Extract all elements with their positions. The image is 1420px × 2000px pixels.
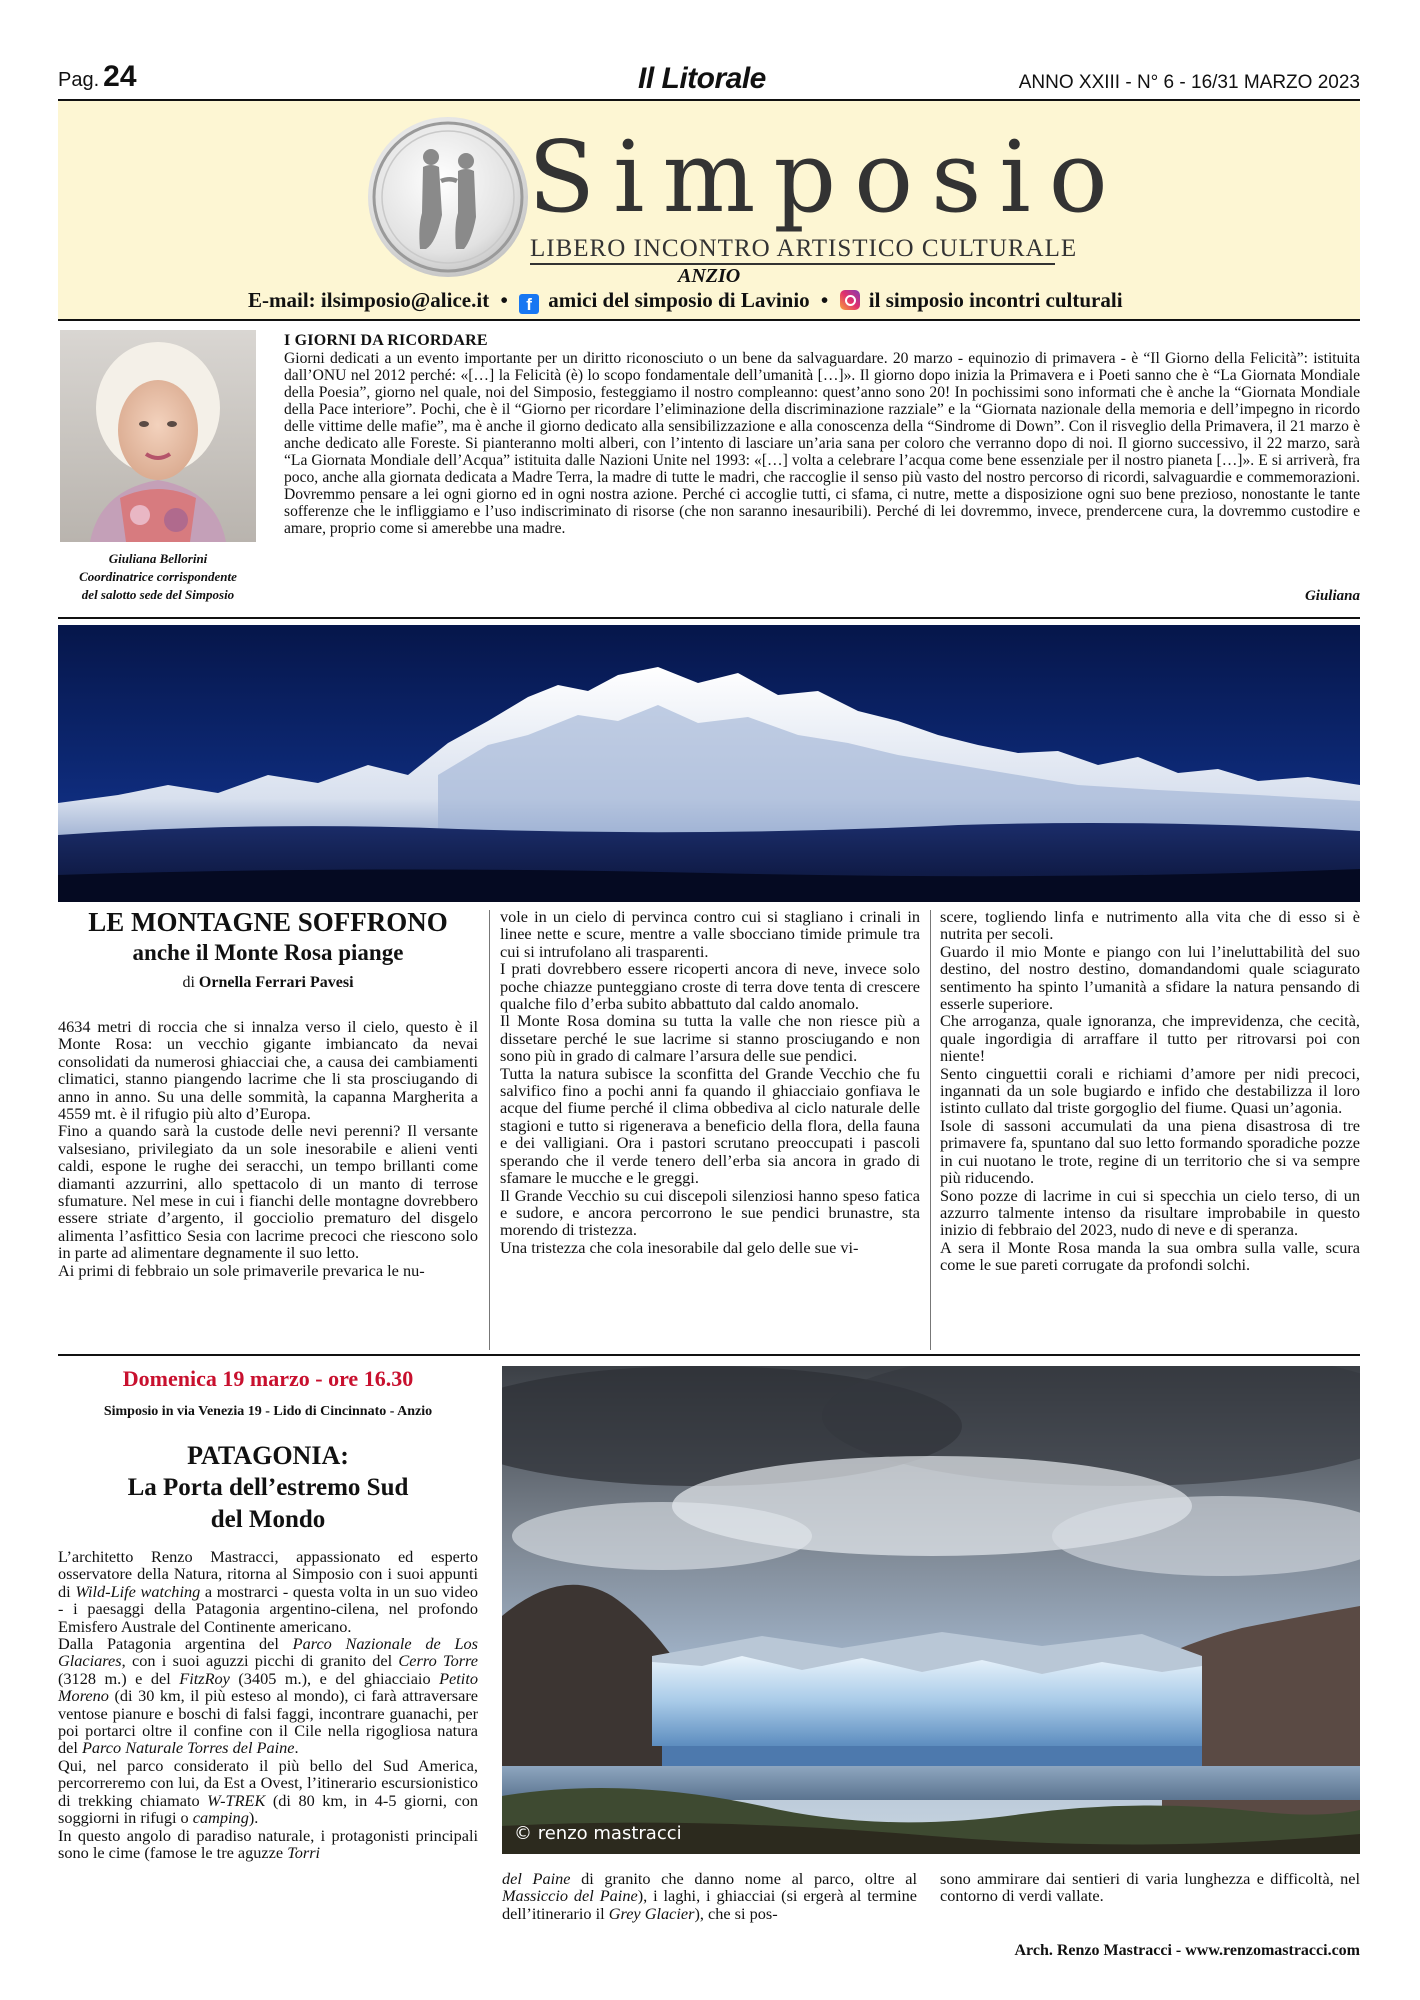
page-header bbox=[58, 60, 1360, 100]
event-paragraph-2 bbox=[58, 1635, 478, 1757]
section-divider bbox=[58, 617, 1360, 619]
location-label: ANZIO bbox=[678, 265, 741, 287]
event-subtitle: La Porta dell’estremo Sud del Mondo bbox=[127, 1474, 409, 1533]
event-paragraph-4: In questo angolo di paradiso naturale, i protagonisti principali sono le cime (famose le tre aguzze Torri bbox=[58, 1825, 478, 1862]
instagram-icon bbox=[840, 290, 860, 310]
event-author: Arch. Renzo Mastracci - www.renzomastracci.com bbox=[1014, 1942, 1360, 1959]
portrait-photo bbox=[60, 330, 256, 542]
giorni-signature: Giuliana bbox=[1304, 588, 1360, 604]
text-run: Qui, nel parco considerato il più bello del Sud America, percorreremo con lui, da Est a Ovest, l’itinerario escursionistico di trekking chiamato bbox=[58, 1755, 478, 1810]
giorni-text: Giorni dedicati a un evento importante per un diritto riconosciuto o un bene da salvaguardare. 20 marzo - equinozio di primavera - è “Il Giorno della Felicità”: istituita dall’ONU nel 2012 perché: «[…] la Felicità (è) lo scopo fondamentale dell’umanità […]». Il giorno dopo inizia la Primavera e i Poeti sanno che è “La Giornata Mondiale della Poesia”, giorno nel quale, noi del Simposio, festeggiamo il nostro compleanno: quest’anno sono 20! In pochissimi sono informati che è anche la “Giornata Mondiale della Pace interiore”. Pochi, che è il “Giorno per ricordare l’eliminazione della discriminazione razziale” e la “Giornata nazionale della memoria e dell’impegno in ricordo delle vittime delle mafie”, ma è anche il giorno dedicato alla sensibilizzazione e alla conoscenza della “Sindrome di Down”. Con il risveglio della Primavera, il 21 marzo è anche dedicato alle Foreste. Si pianteranno molti alberi, con l’intento di lasciare un’aria sana per coloro che verranno dopo di noi. Il giorno successivo, il 22 marzo, sarà “La Giornata Mondiale dell’Acqua” istituita dalle Nazioni Unite nel 1993: «[…] volta a celebrare l’acqua come bene essenziale per il nostro pianeta […]». E si arriverà, fra poco, anche alla giornata dedicata a Madre Terra, la madre di tutte le madri, che raccoglie il senso più vasto del nostro percorso di ricordi, salvaguardie e commemorazioni. Dovremmo pensare a lei ogni giorno ed in ogni nostra azione. Perché ci accoglie tutti, ci sfama, ci nutre, mette a disposizione ogni suo bene prezioso, nonostante le tante sofferenze che le infliggiamo e l’uso indiscriminato di risorse (che non saranno inesauribili). Perché di lei dovremmo, invece, prendercene cura, la dovremmo custodire e amare, proprio come si amerebbe una madre. bbox=[284, 350, 1360, 537]
instagram-page[interactable]: il simposio incontri culturali bbox=[868, 288, 1123, 312]
text-run: , con i suoi aguzzi picchi di granito del bbox=[121, 1651, 399, 1671]
facebook-icon: f bbox=[519, 294, 539, 314]
issue-info: ANNO XXIII - N° 6 - 16/31 MARZO 2023 bbox=[1018, 72, 1360, 93]
text-run: di granito che danno nome al parco, oltre al bbox=[570, 1869, 918, 1888]
text-run: (di 30 km, il più esteso al mondo), ci farà attraversare ventose pianure e boschi di falsi faggi, incontrare guanachi, per poi portarci oltre il confine con il Cile nella rigogliosa natura del bbox=[58, 1686, 478, 1758]
event-column-1 bbox=[58, 1548, 478, 1861]
event-column-2 bbox=[502, 1870, 917, 1922]
article-subtitle: anche il Monte Rosa piange bbox=[132, 940, 404, 965]
giorni-article bbox=[284, 332, 1360, 537]
text-run: . bbox=[294, 1738, 299, 1758]
article-column-3: scere, togliendo linfa e nutrimento alla vita che di esso si è nutrita per secoli. Guardo il mio Monte e piango con lui l’ineluttabilità del suo destino, del nostro destino, domandandomi quale sciagurato sentimento ha spinto l’umanità a sfidare la natura pensando di esserle superiore. Che arroganza, quale ignoranza, che imprevidenza, che cecità, quale ingordigia di arraffare il tutto per ritrovarsi poi con niente! Sento cinguettii corali e richiami d’amore per nidi precoci, ingannati da un sole bugiardo e infido che destabilizza il loro istinto cullato dal triste gorgoglio del fiume. Quasi un’agonia. Isole di sassoni accumulati da una piena disastrosa di tre primavere fa, spuntano dal suo letto formando sporadiche pozze in cui nuotano le trote, regine di un territorio che si va sempre più riducendo. Sono pozze di lacrime in cui si specchia un cielo terso, di un azzurro talmente intenso da risultare improbabile in questo inizio di febbraio del 2023, nudo di neve e di speranza. A sera il Monte Rosa manda la sua ombra sulla valle, scura come le sue pareti corrugate da profondi solchi. bbox=[940, 907, 1360, 1275]
italic-term: Grey Glacier bbox=[608, 1903, 695, 1923]
simposio-banner bbox=[58, 101, 1360, 321]
newspaper-name: Il Litorale bbox=[638, 62, 766, 95]
bullet-separator: • bbox=[500, 288, 508, 312]
event-venue: Simposio in via Venezia 19 - Lido di Cincinnato - Anzio bbox=[103, 1404, 433, 1419]
text-run: (3128 m.) e del bbox=[58, 1668, 180, 1688]
event-title: PATAGONIA: bbox=[187, 1441, 349, 1470]
event-paragraph-6: sono ammirare dai sentieri di varia lunghezza e difficoltà, nel contorno di verdi vallate. bbox=[940, 1869, 1360, 1906]
portrait-caption: Giuliana Bellorini Coordinatrice corrispondente del salotto sede del Simposio bbox=[79, 551, 237, 602]
contact-line bbox=[248, 288, 1123, 314]
event-column-3 bbox=[940, 1870, 1360, 1905]
bullet-separator: • bbox=[820, 288, 829, 312]
text-run: ). bbox=[248, 1808, 259, 1828]
giorni-heading: I GIORNI DA RICORDARE bbox=[284, 332, 488, 349]
event-paragraph-1: L’architetto Renzo Mastracci, appassionato ed esperto osservatore della Natura, ritorna al Simposio con i suoi appunti di Wild-Life watching a mostrarci - questa volta in un suo video - i paesaggi della Patagonia argentino-cilena, nel profondo Emisfero Australe del Continente americano. bbox=[58, 1547, 478, 1636]
italic-term: camping bbox=[192, 1808, 249, 1828]
article-title: LE MONTAGNE SOFFRONO bbox=[88, 907, 448, 937]
text-run: (di 80 km, in 4-5 giorni, con soggiorni in rifugi o bbox=[58, 1790, 478, 1828]
simposio-logo-medallion bbox=[368, 117, 528, 277]
italic-term: W-TREK bbox=[207, 1790, 266, 1810]
section-title: Simposio bbox=[528, 121, 1126, 235]
event-paragraph-5 bbox=[502, 1870, 917, 1922]
text-run: ), che si pos- bbox=[694, 1903, 778, 1923]
italic-term: Parco Nazionale de Los Glaciares bbox=[58, 1634, 478, 1671]
text-run: ), i laghi, i ghiacciai (si ergerà al termine dell’itinerario il bbox=[502, 1886, 917, 1923]
article-heading bbox=[58, 906, 478, 992]
column-divider bbox=[489, 910, 490, 1350]
article-column-1: 4634 metri di roccia che si innalza verso il cielo, questo è il Monte Rosa: un vecchio gigante imbiancato da nevai consolidati da numerosi ghiacciai che, a causa dei cambiamenti climatici, stanno piangendo lacrime che li sta prosciugando di anno in anno. Su una delle sommità, la capanna Margherita a 4559 mt. è il rifugio più alto d’Europa. Fino a quando sarà la custode delle nevi perenni? Il versante valsesiano, privilegiato da un sole inesorabile e alieni venti caldi, espone le rughe dei seracchi, un tempo brillanti come diamanti azzurrini, allo spettacolo di un manto di terrose sfumature. Nel mese in cui i fianchi delle montagne dovrebbero essere striate d’argento, il gocciolio prematuro del disgelo alimenta l’asfittico Sesia con lacrime precoci che riescono solo in parte ad alimentare degnamente il suo letto. Ai primi di febbraio un sole primaverile prevarica le nu- bbox=[58, 1017, 478, 1280]
article-column-2: vole in un cielo di pervinca contro cui si stagliano i crinali in linee nette e scure, mentre a valle sbocciano timide primule tra cui si intrufolano ali trasparenti. I prati dovrebbero essere ricoperti ancora di neve, invece solo poche chiazze punteggiano croste di terra dove tenta di crescere qualche filo d’erba subito abbattuto dal caldo anomalo. Il Monte Rosa domina su tutta la valle che non riesce più a dissetare perché le sue lacrime si stanno prosciugando e non sono più in grado di calmare l’arsura delle sue pendici. Tutta la natura subisce la sconfitta del Grande Vecchio che fu salvifico fino a pochi anni fa quando il ghiacciaio gonfiava le acque del fiume perché il clima obbediva al ciclo naturale delle stagioni e tutto si rigenerava a beneficio della flora, della fauna e dei valligiani. Ora i pastori scrutano preoccupati i pascoli sperando che il verde tenero dell’erba sia ancora in grado di sfamare le mucche e le greggi. Il Grande Vecchio su cui discepoli silenziosi hanno speso fatica e sudore, e ancora percorrono le sue pendici brunastre, sta morendo di tristezza. Una tristezza che cola inesorabile dal gelo delle sue vi- bbox=[500, 907, 920, 1257]
event-date: Domenica 19 marzo - ore 16.30 bbox=[122, 1366, 414, 1391]
email-address[interactable]: E-mail: ilsimposio@alice.it bbox=[248, 288, 490, 312]
photo-credit: © renzo mastracci bbox=[514, 1823, 682, 1844]
section-divider bbox=[58, 1354, 1360, 1356]
text-run: (3405 m.), e del ghiacciaio bbox=[229, 1668, 440, 1688]
column-divider bbox=[930, 910, 931, 1350]
italic-term: Petito Moreno bbox=[58, 1668, 478, 1706]
italic-term: Cerro Torre bbox=[398, 1651, 479, 1671]
italic-term: Parco Naturale Torres del Paine bbox=[81, 1738, 295, 1758]
event-paragraph-3 bbox=[58, 1757, 478, 1827]
section-subtitle: LIBERO INCONTRO ARTISTICO CULTURALE bbox=[530, 235, 1078, 262]
article-byline: di Ornella Ferrari Pavesi bbox=[182, 974, 354, 991]
text-run: Dalla Patagonia argentina del bbox=[58, 1634, 293, 1654]
facebook-page[interactable]: amici del simposio di Lavinio bbox=[548, 288, 810, 312]
monte-rosa-photo bbox=[58, 625, 1360, 902]
page-number: Pag. 24 bbox=[58, 60, 137, 93]
italic-term: FitzRoy bbox=[179, 1668, 230, 1688]
italic-term: del Paine bbox=[502, 1869, 571, 1888]
glacier-photo bbox=[502, 1366, 1360, 1854]
italic-term: Massiccio del Paine bbox=[502, 1886, 638, 1906]
subtitle-rule bbox=[530, 263, 1055, 265]
